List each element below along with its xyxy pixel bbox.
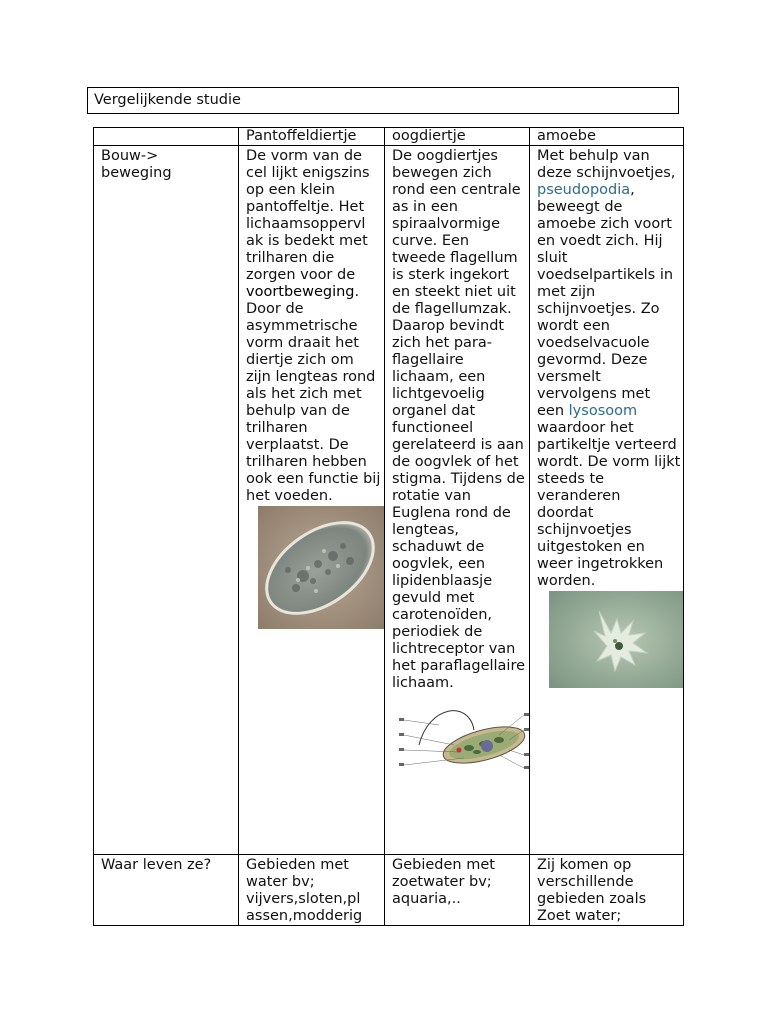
cell-amoebe-waar: Zij komen op verschillende gebieden zoals Zoet water; [530, 855, 684, 926]
table-header-row [94, 128, 684, 146]
paramecium-photo [258, 506, 385, 629]
amoebe-text-2: , beweegt de amoebe zich voort en voedt zich. Hij sluit voedselpartikels in met zijn schijnvoetjes. Zo wordt een voedselvacuole gevormd. Deze versmelt vervolgens met een [537, 182, 674, 419]
amoebe-text-1: Met behulp van deze schijnvoetjes, [537, 148, 676, 181]
pantoffel-text-before: De vorm van de cel lijkt enigszins op een klein pantoffeltje. Het lichaamsoppervl ak is bedekt met trilharen die zorgen voor de [246, 148, 370, 283]
cell-oogdiertje-bouw [385, 146, 530, 855]
header-cell-empty [94, 128, 239, 146]
amoebe-text-3: waardoor het partikeltje verteerd wordt. De vorm lijkt steeds te veranderen doordat schijnvoetjes uitgestoken en weer ingetrokken worden. [537, 420, 681, 589]
lysosoom-link[interactable]: lysosoom [568, 403, 638, 419]
oog-text: De oogdiertjes bewegen zich rond een centrale as in een spiraalvormige curve. Een tweede flagellum is sterk ingekort en steekt niet uit de flagellumzak. Daarop bevindt zich het para-flagellaire lichaam, een lichtgevoelig organel dat functioneel gerelateerd is aan de oogvlek of het stigma. Tijdens de rotatie van Euglena rond de lengteas, schaduwt de oogvlek, een lipidenblaasje gevuld met carotenoïden, periodiek de lichtreceptor van het paraflagellaire lichaam. [392, 148, 526, 691]
euglena-diagram [399, 700, 529, 780]
pseudopodia-link[interactable]: pseudopodia [537, 182, 631, 198]
cell-amoebe-bouw [530, 146, 684, 855]
table-row [94, 146, 684, 855]
pantoffel-highlight: voortbeweging [246, 284, 355, 300]
header-cell-oogdiertje: oogdiertje [385, 128, 530, 146]
row-label-bouw: Bouw-> beweging [94, 146, 239, 855]
row-label-waar: Waar leven ze? [94, 855, 239, 926]
header-cell-pantoffeldiertje: Pantoffeldiertje [239, 128, 385, 146]
pantoffel-text-after: . Door de asymmetrische vorm draait het diertje zich om zijn lengteas rond als het zich met behulp van de trilharen verplaatst. De trilharen hebben ook een functie bij het voeden. [246, 284, 381, 504]
cell-pantoffel-bouw [239, 146, 385, 855]
amoeba-photo [549, 591, 684, 688]
comparison-table [93, 127, 684, 926]
table-row [94, 855, 684, 926]
header-cell-amoebe: amoebe [530, 128, 684, 146]
cell-pantoffel-waar: Gebieden met water bv; vijvers,sloten,pl assen,modderig [239, 855, 385, 926]
cell-oogdiertje-waar: Gebieden met zoetwater bv; aquaria,.. [385, 855, 530, 926]
document-title: Vergelijkende studie [87, 87, 679, 114]
